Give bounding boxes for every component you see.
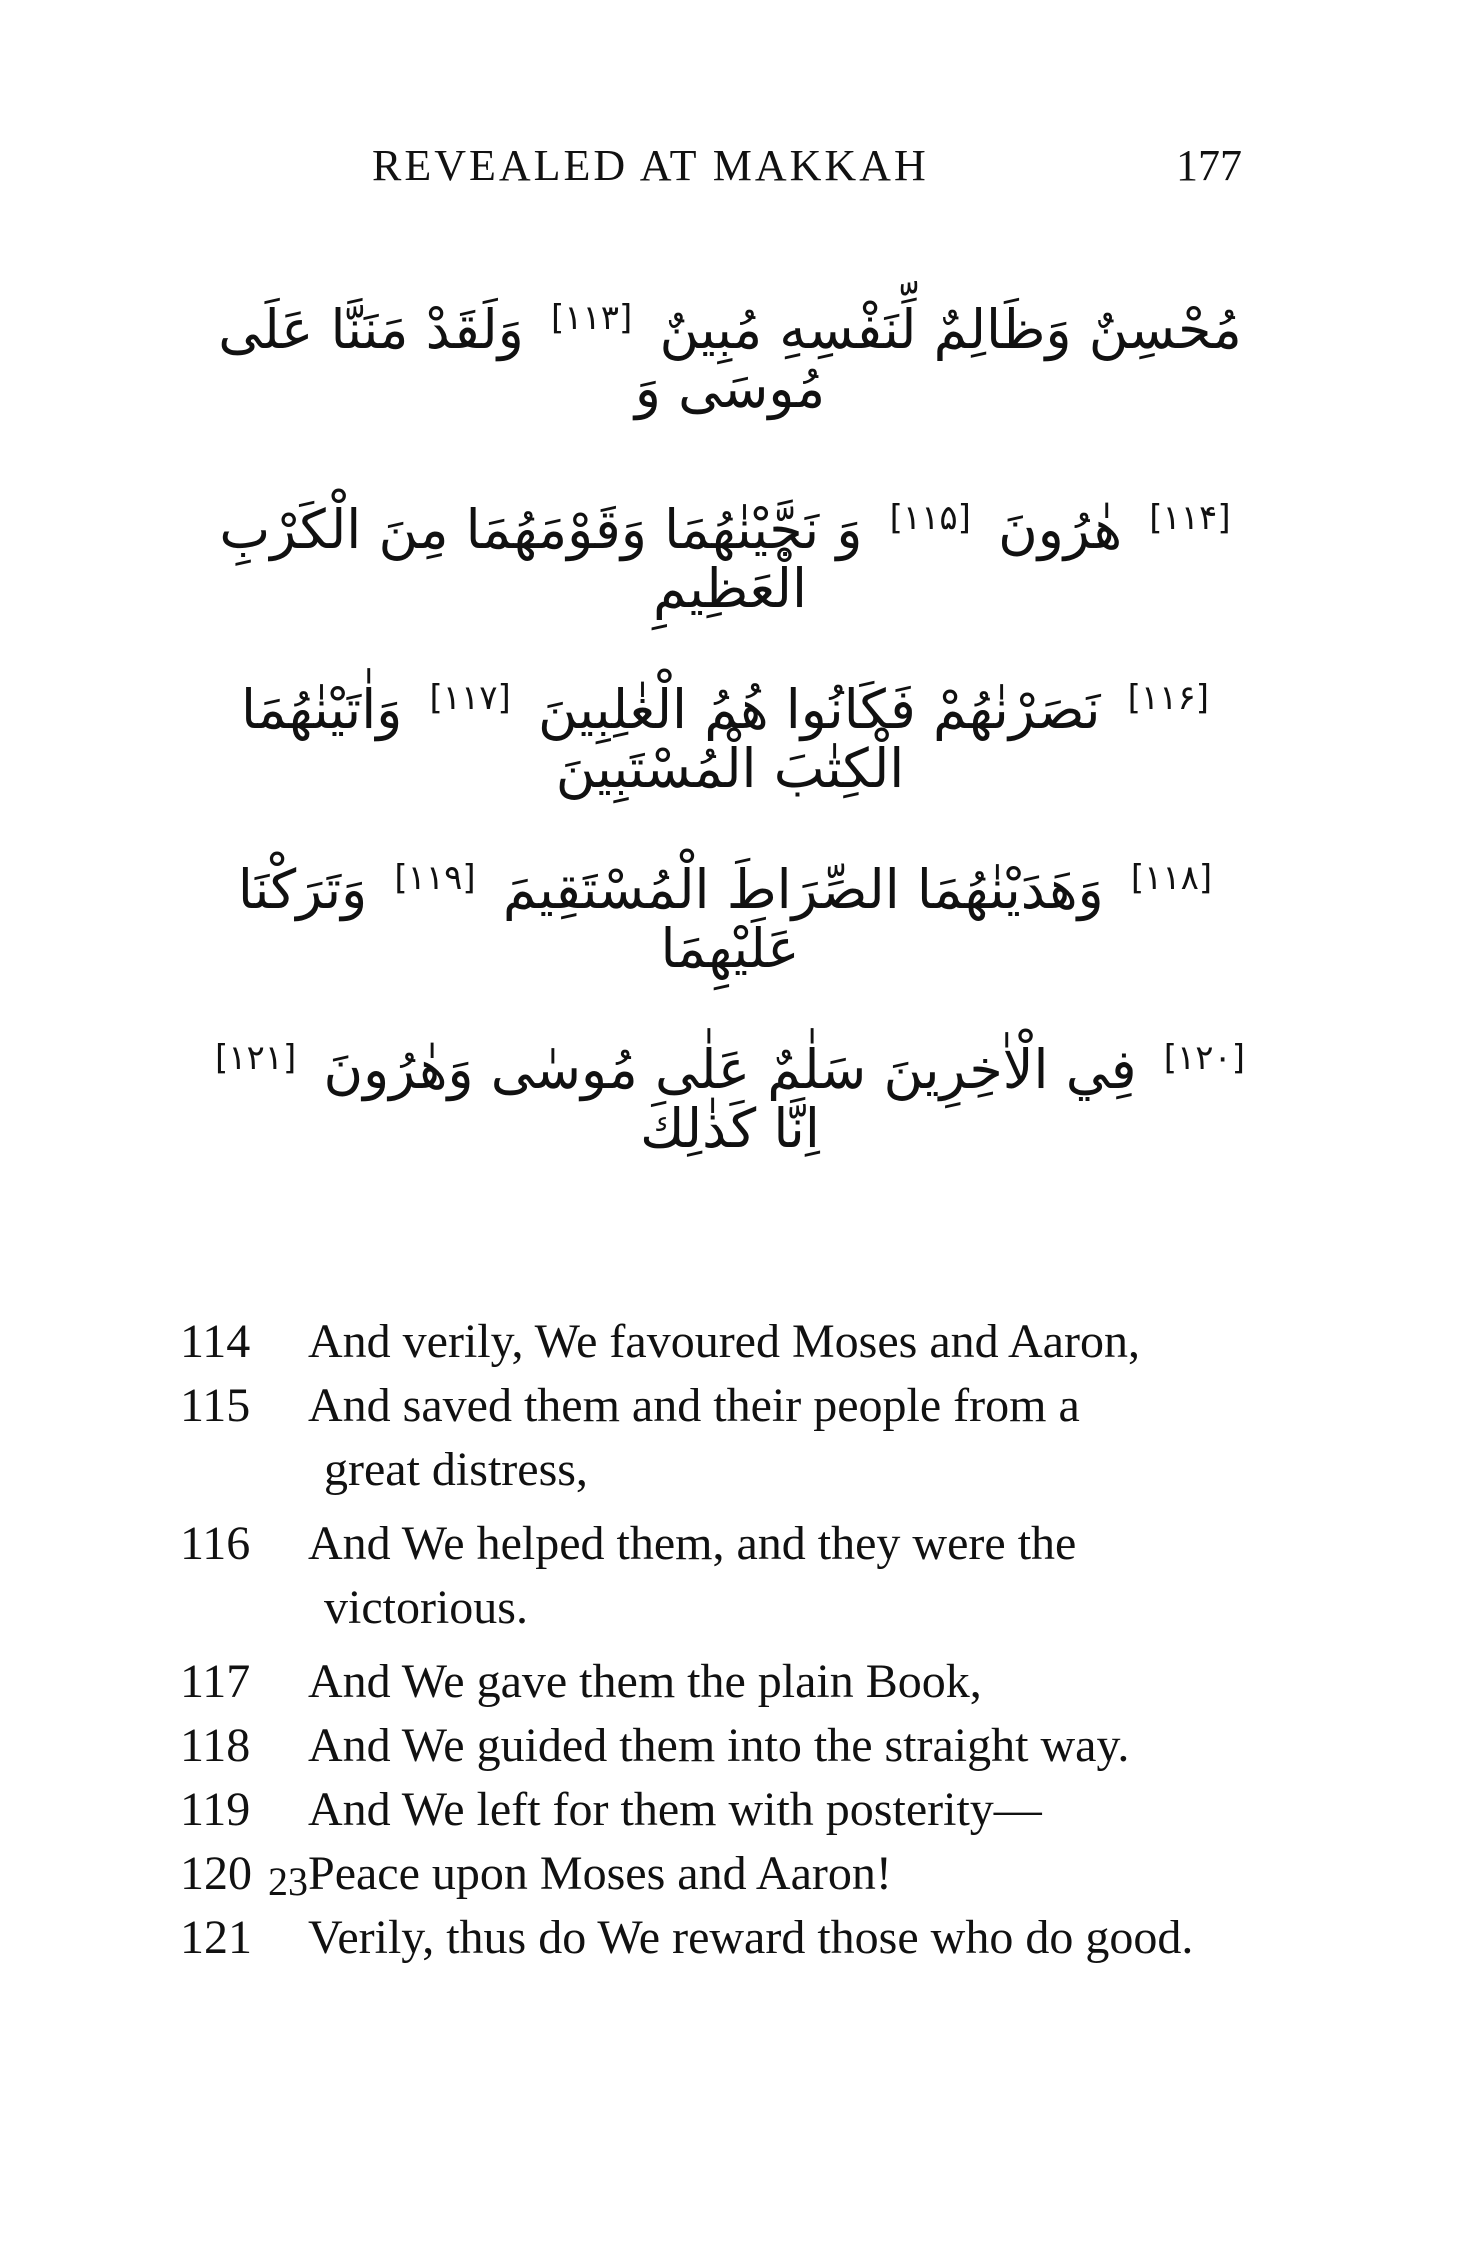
verse-text: And verily, We favoured Moses and Aaron, bbox=[308, 1315, 1140, 1368]
verse-text: And saved them and their people from a bbox=[308, 1379, 1080, 1432]
verse-115 bbox=[180, 1374, 1320, 1502]
arabic-text: وَاٰتَيْنٰهُمَا الْكِتٰبَ الْمُسْتَبِينَ bbox=[241, 678, 905, 801]
verse-marker: [۱۱۹] bbox=[394, 858, 476, 898]
verse-number: 114 bbox=[180, 1315, 251, 1368]
verse-number: 116 bbox=[180, 1517, 251, 1570]
verse-number: 121 bbox=[180, 1911, 252, 1964]
arabic-text: مُحْسِنٌ وَظَالِمٌ لِّنَفْسِهِ مُبِينٌ bbox=[659, 298, 1242, 361]
arabic-text: اِنَّا كَذٰلِكَ bbox=[640, 1097, 820, 1161]
verse-116 bbox=[180, 1512, 1320, 1640]
verse-text: And We guided them into the straight way. bbox=[308, 1719, 1130, 1772]
arabic-line-4 bbox=[180, 860, 1280, 979]
verse-number: 117 bbox=[180, 1655, 251, 1708]
verse-text: And We helped them, and they were the bbox=[308, 1517, 1077, 1570]
verse-text: Peace upon Moses and Aaron! bbox=[308, 1847, 892, 1900]
verse-marker: [۱۲۰] bbox=[1163, 1038, 1246, 1078]
arabic-text: وَ نَجَّيْنٰهُمَا وَقَوْمَهُمَا مِنَ الْكَرْبِ الْعَظِيمِ bbox=[219, 498, 863, 621]
translation-verses bbox=[180, 1310, 1320, 1970]
running-title: REVEALED AT MAKKAH bbox=[372, 141, 929, 190]
verse-marker: [۱۲۱] bbox=[214, 1038, 297, 1078]
verse-marker: [۱۱۶] bbox=[1127, 678, 1209, 718]
arabic-line-2 bbox=[180, 500, 1280, 619]
arabic-text: وَهَدَيْنٰهُمَا الصِّرَاطَ الْمُسْتَقِيمَ bbox=[502, 858, 1104, 921]
arabic-text: نَصَرْنٰهُمْ فَكَانُوا هُمُ الْغٰلِبِينَ bbox=[537, 678, 1101, 741]
verse-number: 115 bbox=[180, 1379, 251, 1432]
verse-number: 118 bbox=[180, 1719, 251, 1772]
verse-120 bbox=[180, 1842, 1320, 1906]
page-number: 177 bbox=[1176, 141, 1242, 190]
verse-number: 119 bbox=[180, 1783, 251, 1836]
verse-marker: [۱۱۴] bbox=[1149, 498, 1231, 538]
signature-mark: 23 bbox=[268, 1859, 308, 1904]
arabic-line-1 bbox=[180, 300, 1280, 419]
verse-text: And We gave them the plain Book, bbox=[308, 1655, 982, 1708]
verse-marker: [۱۱۳] bbox=[551, 298, 633, 338]
verse-continuation: great distress, bbox=[324, 1443, 588, 1496]
verse-text: Verily, thus do We reward those who do good. bbox=[308, 1911, 1194, 1964]
arabic-text: هٰرُونَ bbox=[998, 498, 1123, 561]
verse-text-block bbox=[308, 1374, 1320, 1502]
verse-continuation: victorious. bbox=[324, 1581, 528, 1634]
arabic-line-5 bbox=[180, 1040, 1280, 1159]
verse-text: And We left for them with posterity— bbox=[308, 1783, 1042, 1836]
verse-marker: [۱۱۷] bbox=[429, 678, 511, 718]
verse-marker: [۱۱۵] bbox=[889, 498, 971, 538]
arabic-text: وَتَرَكْنَا عَلَيْهِمَا bbox=[237, 858, 800, 981]
verse-119 bbox=[180, 1778, 1320, 1842]
verse-text-block bbox=[308, 1512, 1320, 1640]
verse-117 bbox=[180, 1650, 1320, 1714]
arabic-text: فِي الْاٰخِرِينَ سَلٰمٌ عَلٰى مُوسٰى وَهٰرُونَ bbox=[323, 1038, 1137, 1101]
verse-121 bbox=[180, 1906, 1320, 1970]
verse-114 bbox=[180, 1310, 1320, 1374]
verse-marker: [۱۱۸] bbox=[1130, 858, 1213, 898]
page-header bbox=[0, 140, 1470, 200]
arabic-line-3 bbox=[180, 680, 1280, 799]
arabic-text: وَلَقَدْ مَنَنَّا عَلَى مُوسَى وَ bbox=[218, 298, 826, 421]
verse-number: 120 bbox=[180, 1847, 252, 1900]
verse-118 bbox=[180, 1714, 1320, 1778]
